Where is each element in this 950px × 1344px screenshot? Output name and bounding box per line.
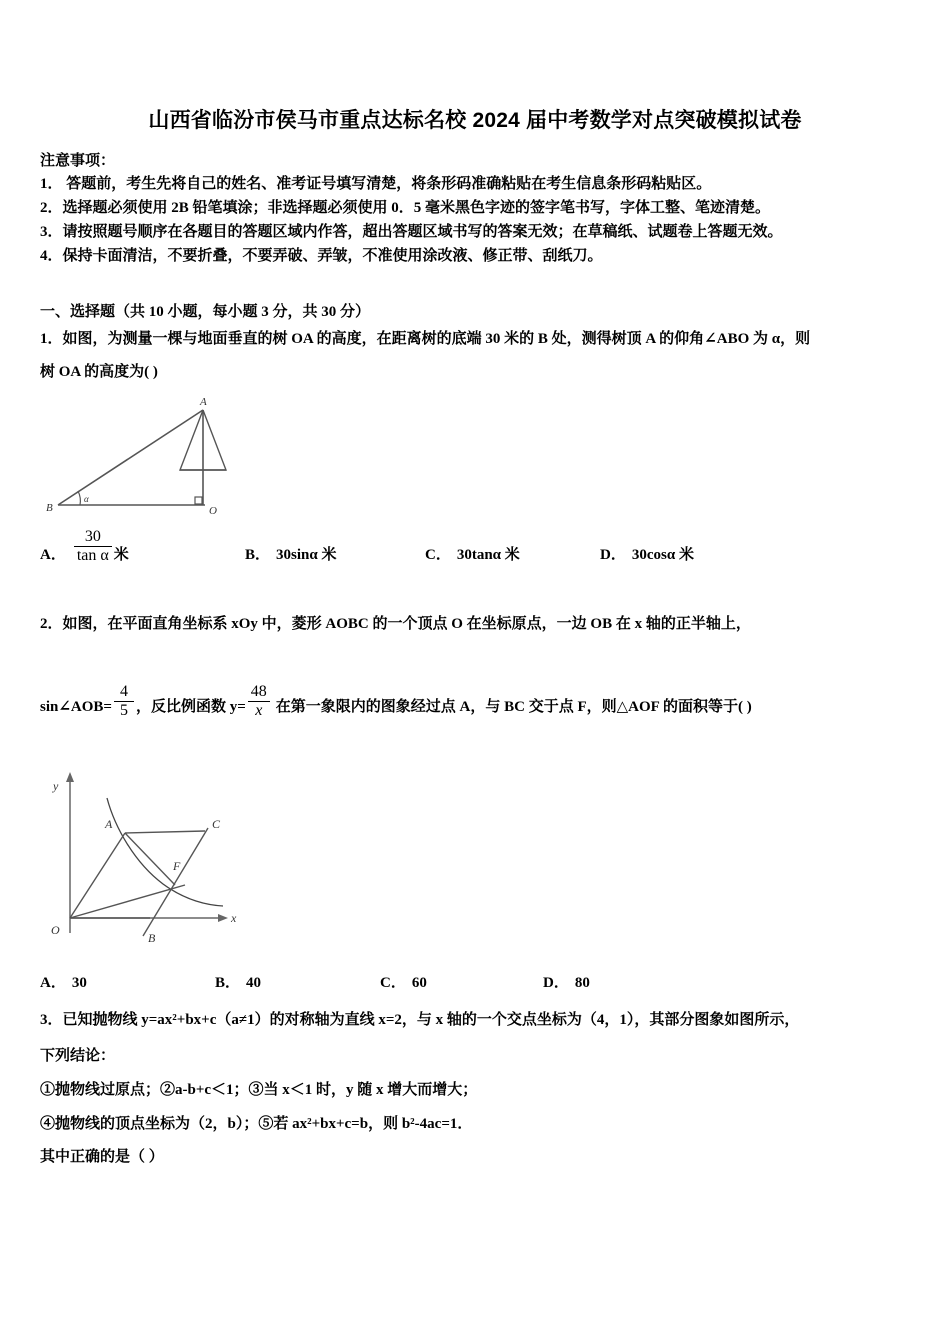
- question-3-conclusions-line-1: ①抛物线过原点；②a‑b+c＜1；③当 x＜1 时，y 随 x 增大而增大；: [40, 1082, 478, 1098]
- question-1-option-a[interactable]: [40, 528, 129, 564]
- question-2-option-c[interactable]: [380, 968, 427, 992]
- option-a-fraction: [74, 529, 112, 564]
- option-d-text: 80: [574, 975, 590, 991]
- instructions-heading: 注意事项：: [40, 153, 116, 169]
- question-3-line-1: 3．已知抛物线 y=ax²+bx+c（a≠1）的对称轴为直线 x=2，与 x 轴的一个交点坐标为（4，1），其部分图象如图所示，: [40, 1012, 800, 1028]
- question-2-tail-text: 在第一象限内的图象经过点 A，与 BC 交于点 F，则△AOF 的面积等于( ): [275, 699, 752, 715]
- question-1-figure-tree-elevation: [40, 392, 270, 520]
- instruction-line-2: 2．选择题必须使用 2B 铅笔填涂；非选择题必须使用 0．5 毫米黑色字迹的签字笔书写，字体工整、笔迹清楚。: [40, 200, 771, 216]
- question-2-option-a[interactable]: [40, 968, 87, 992]
- option-b-text: 40: [246, 975, 262, 991]
- sine-denominator: 5: [119, 702, 128, 719]
- question-2-line-2: [40, 684, 752, 719]
- page-title: 山西省临汾市侯马市重点达标名校 2024 届中考数学对点突破模拟试卷: [148, 109, 802, 132]
- question-3-line-2: 下列结论：: [40, 1048, 116, 1064]
- question-2-sin-expression: sin∠AOB=: [40, 699, 112, 715]
- figure2-label-f: F: [173, 859, 181, 873]
- sine-numerator: 4: [119, 683, 128, 700]
- option-a-text: 30: [71, 975, 87, 991]
- question-3-conclusions-line-2: ④抛物线的顶点坐标为（2，b）；⑤若 ax²+bx+c=b，则 b²‑4ac=1．: [40, 1116, 473, 1132]
- figure1-label-o: O: [209, 505, 217, 517]
- question-2-inverse-function-text: ，反比例函数 y=: [135, 699, 246, 715]
- option-c-text: 30tanα 米: [456, 547, 520, 563]
- figure2-label-o: O: [51, 923, 60, 937]
- option-c-label: C．: [425, 547, 451, 563]
- function-denominator: x: [255, 702, 263, 719]
- option-b-label: B．: [215, 975, 241, 991]
- figure1-label-b: B: [46, 502, 53, 514]
- instruction-line-4: 4．保持卡面清洁，不要折叠，不要弄破、弄皱，不准使用涂改液、修正带、刮纸刀。: [40, 248, 603, 264]
- question-2-option-b[interactable]: [215, 968, 261, 992]
- option-b-text: 30sinα 米: [276, 547, 337, 563]
- option-d-text: 30cosα 米: [631, 547, 694, 563]
- figure2-label-c: C: [212, 817, 221, 831]
- question-2-figure-rhombus-hyperbola: [45, 758, 250, 948]
- option-c-label: C．: [380, 975, 406, 991]
- question-1-option-c[interactable]: [425, 540, 520, 564]
- exam-instructions: [40, 150, 920, 268]
- instruction-line-1: 1． 答题前，考生先将自己的姓名、准考证号填写清楚，将条形码准确粘贴在考生信息条形码粘贴区。: [40, 176, 712, 192]
- option-d-label: D．: [600, 547, 626, 563]
- option-b-label: B．: [245, 547, 271, 563]
- question-2-options: [40, 968, 920, 992]
- function-numerator: 48: [250, 683, 267, 700]
- instruction-line-3: 3．请按照题号顺序在各题目的答题区域内作答，超出答题区域书写的答案无效；在草稿纸、试题卷上答题无效。: [40, 224, 783, 240]
- question-1-line-1: 1．如图，为测量一棵与地面垂直的树 OA 的高度，在距离树的底端 30 米的 B 处，测得树顶 A 的仰角∠ABO 为 α，则: [40, 331, 811, 347]
- question-2-fraction-sine: [114, 684, 134, 719]
- question-1-option-b[interactable]: [245, 540, 337, 564]
- option-a-unit: 米: [113, 547, 129, 563]
- option-d-label: D．: [543, 975, 569, 991]
- question-1-option-d[interactable]: [600, 540, 694, 564]
- figure2-label-x: x: [231, 911, 237, 925]
- question-3-line-5: 其中正确的是（ ）: [40, 1149, 164, 1165]
- option-a-denominator: tan α: [76, 547, 109, 564]
- figure1-label-alpha: α: [84, 494, 89, 504]
- question-2-fraction-function: [248, 684, 270, 719]
- option-a-label: A．: [40, 547, 66, 563]
- option-a-numerator: 30: [84, 528, 101, 545]
- question-1-line-2: 树 OA 的高度为( ): [40, 364, 158, 380]
- option-a-label: A．: [40, 975, 66, 991]
- figure1-label-a: A: [200, 396, 207, 408]
- figure2-label-b: B: [148, 931, 156, 945]
- question-2-option-d[interactable]: [543, 968, 590, 992]
- figure2-label-y: y: [53, 779, 59, 793]
- question-2-line-1: 2．如图，在平面直角坐标系 xOy 中，菱形 AOBC 的一个顶点 O 在坐标原点，一边 OB 在 x 轴的正半轴上，: [40, 616, 751, 632]
- question-1-options: [40, 528, 920, 564]
- option-c-text: 60: [411, 975, 427, 991]
- section-heading-multiple-choice: 一、选择题（共 10 小题，每小题 3 分，共 30 分）: [40, 304, 371, 320]
- figure2-label-a: A: [105, 817, 113, 831]
